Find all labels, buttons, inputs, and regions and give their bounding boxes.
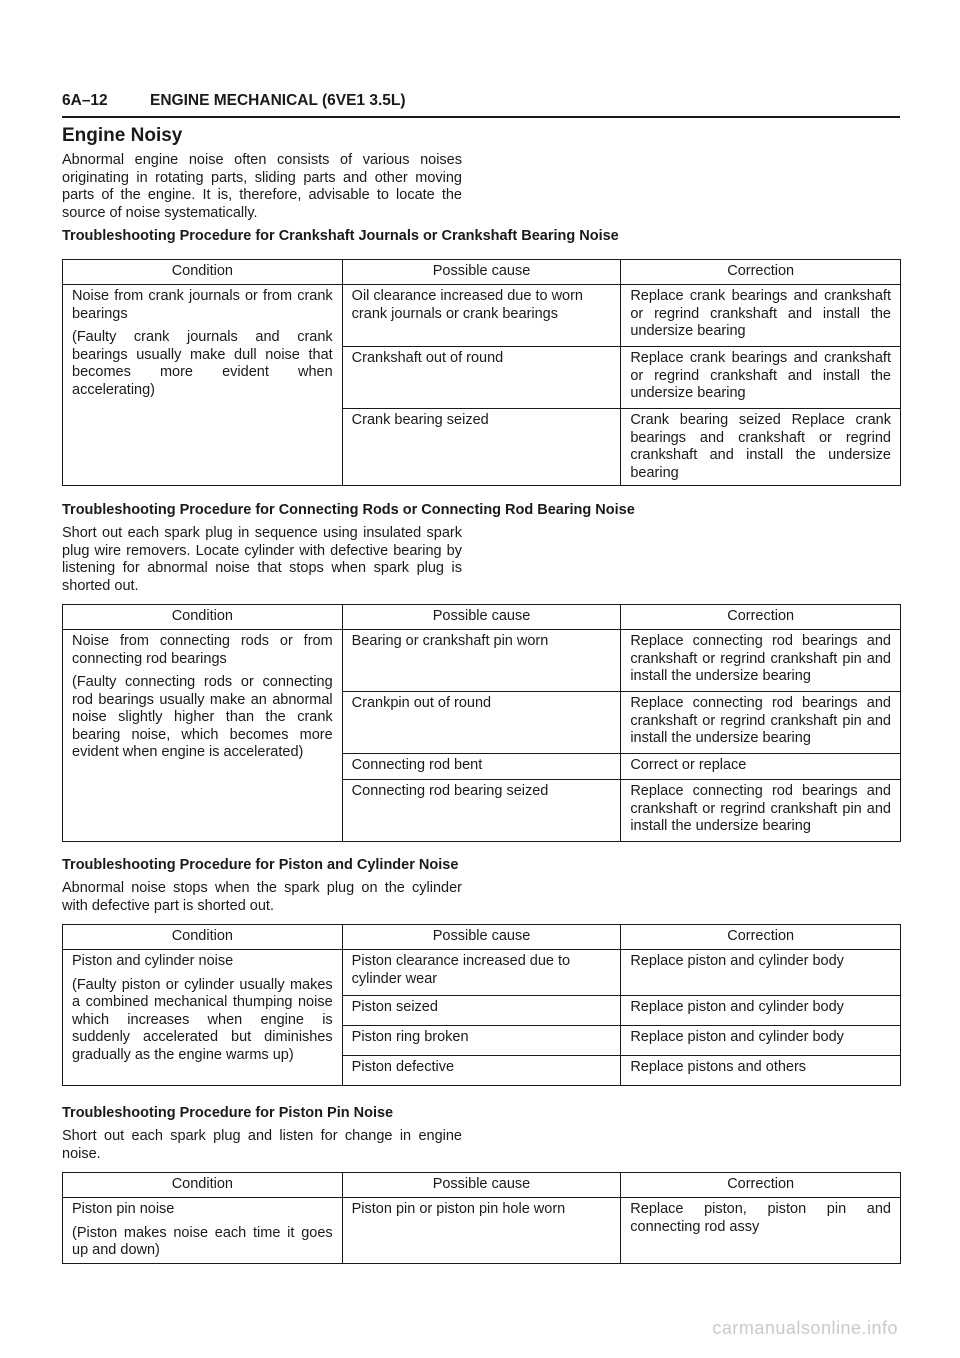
condition-text: Piston pin noise (72, 1201, 175, 1217)
condition-cell (63, 950, 343, 1086)
section-note: Short out each spark plug in sequence using insulated spark plug wire removers. Locate cylinder with defective bearing by listening for abnormal noise that stops when spark plug is shorted out. (62, 525, 462, 594)
condition-detail: (Faulty piston or cylinder usually makes a combined mechanical thumping noise which increases when engine is suddenly accelerated but diminishes gradually as the engine warms up) (72, 976, 333, 1063)
page-heading: Engine Noisy (62, 125, 183, 146)
cause-cell: Piston defective (342, 1056, 621, 1086)
table-row (63, 285, 901, 347)
correction-cell: Replace pistons and others (621, 1056, 901, 1086)
table-header-row (63, 1173, 901, 1198)
cause-cell: Crankpin out of round (342, 692, 621, 754)
watermark-text: carmanualsonline.info (712, 1318, 898, 1338)
table-row (63, 630, 901, 692)
header-condition: Condition (63, 605, 343, 630)
correction-cell: Replace piston, piston pin and connecting rod assy (621, 1198, 901, 1264)
cause-cell: Connecting rod bearing seized (342, 780, 621, 842)
correction-cell: Replace connecting rod bearings and crankshaft or regrind crankshaft pin and install the undersize bearing (621, 630, 901, 692)
condition-detail: (Piston makes noise each time it goes up and down) (72, 1224, 333, 1258)
condition-cell (63, 1198, 343, 1264)
correction-cell: Replace crank bearings and crankshaft or regrind crankshaft and install the undersize bearing (621, 285, 901, 347)
piston-pin-table (62, 1172, 901, 1264)
crankshaft-table (62, 259, 901, 486)
correction-cell: Replace crank bearings and crankshaft or regrind crankshaft and install the undersize bearing (621, 347, 901, 409)
header-cause: Possible cause (342, 260, 621, 285)
cause-cell: Piston pin or piston pin hole worn (342, 1198, 621, 1264)
table-header-row (63, 925, 901, 950)
condition-detail: (Faulty crank journals and crank bearings usually make dull noise that becomes more evident when accelerating) (72, 329, 333, 398)
condition-text: Noise from crank journals or from crank bearings (72, 288, 333, 322)
condition-cell (63, 630, 343, 842)
correction-cell: Crank bearing seized Replace crank bearings and crankshaft or regrind crankshaft and install the undersize bearing (621, 409, 901, 486)
correction-cell: Correct or replace (621, 754, 901, 780)
header-correction: Correction (621, 925, 901, 950)
correction-cell: Replace connecting rod bearings and crankshaft or regrind crankshaft pin and install the undersize bearing (621, 780, 901, 842)
header-condition: Condition (63, 925, 343, 950)
intro-paragraph: Abnormal engine noise often consists of various noises originating in rotating parts, sliding parts and other moving parts of the engine. It is, therefore, advisable to locate the source of noise systematically. (62, 152, 462, 221)
page-number: 6A–12 (62, 92, 108, 109)
section-title-piston-cylinder: Troubleshooting Procedure for Piston and Cylinder Noise (62, 857, 459, 873)
condition-text: Piston and cylinder noise (72, 953, 234, 969)
cause-cell: Oil clearance increased due to worn crank journals or crank bearings (342, 285, 621, 347)
header-cause: Possible cause (342, 1173, 621, 1198)
section-title-connecting-rod: Troubleshooting Procedure for Connecting Rods or Connecting Rod Bearing Noise (62, 502, 635, 518)
condition-text: Noise from connecting rods or from connecting rod bearings (72, 633, 333, 667)
header-correction: Correction (621, 260, 901, 285)
cause-cell: Piston clearance increased due to cylinder wear (342, 950, 621, 996)
cause-cell: Bearing or crankshaft pin worn (342, 630, 621, 692)
table-row (63, 950, 901, 996)
table-header-row (63, 260, 901, 285)
header-correction: Correction (621, 1173, 901, 1198)
correction-cell: Replace piston and cylinder body (621, 1026, 901, 1056)
correction-cell: Replace connecting rod bearings and crankshaft or regrind crankshaft pin and install the undersize bearing (621, 692, 901, 754)
piston-cylinder-table (62, 924, 901, 1086)
page-header (62, 92, 900, 118)
correction-cell: Replace piston and cylinder body (621, 996, 901, 1026)
cause-cell: Crankshaft out of round (342, 347, 621, 409)
table-row (63, 1198, 901, 1264)
section-note: Abnormal noise stops when the spark plug on the cylinder with defective part is shorted out. (62, 880, 462, 914)
header-cause: Possible cause (342, 605, 621, 630)
cause-cell: Piston seized (342, 996, 621, 1026)
section-note: Short out each spark plug and listen for change in engine noise. (62, 1128, 462, 1162)
header-condition: Condition (63, 1173, 343, 1198)
cause-cell: Crank bearing seized (342, 409, 621, 486)
chapter-title: ENGINE MECHANICAL (6VE1 3.5L) (150, 92, 406, 109)
condition-detail: (Faulty connecting rods or connecting rod bearings usually make an abnormal noise slightly higher than the crank bearing noise, which becomes more evident when engine is accelerated) (72, 674, 333, 760)
cause-cell: Piston ring broken (342, 1026, 621, 1056)
correction-cell: Replace piston and cylinder body (621, 950, 901, 996)
header-correction: Correction (621, 605, 901, 630)
header-cause: Possible cause (342, 925, 621, 950)
table-header-row (63, 605, 901, 630)
cause-cell: Connecting rod bent (342, 754, 621, 780)
section-title-piston-pin: Troubleshooting Procedure for Piston Pin Noise (62, 1105, 394, 1121)
condition-cell (63, 285, 343, 486)
connecting-rod-table (62, 604, 901, 842)
header-condition: Condition (63, 260, 343, 285)
section-title-crankshaft: Troubleshooting Procedure for Crankshaft Journals or Crankshaft Bearing Noise (62, 228, 619, 244)
